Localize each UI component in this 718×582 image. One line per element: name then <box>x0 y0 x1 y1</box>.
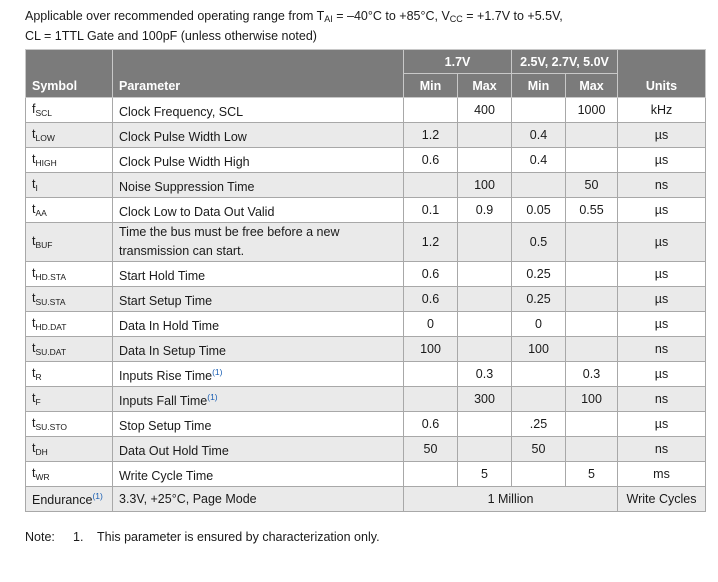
symbol-cell: $t_{BUF}$ <box>26 223 113 262</box>
max-1-cell: 0.3 <box>458 362 512 387</box>
endurance-row <box>26 487 706 512</box>
table-footnote <box>25 530 380 544</box>
symbol-cell: $t_I$ <box>26 173 113 198</box>
symbol-cell: $t_{HD.DAT}$ <box>26 312 113 337</box>
units-cell: µs <box>618 148 706 173</box>
max-1-cell <box>458 312 512 337</box>
units-cell: µs <box>618 198 706 223</box>
header-min-2: Min <box>512 74 566 98</box>
max-1-cell: 5 <box>458 462 512 487</box>
max-2-cell <box>566 123 618 148</box>
table-row <box>26 362 706 387</box>
max-1-cell <box>458 412 512 437</box>
max-2-cell <box>566 262 618 287</box>
parameter-cell: Inputs Rise Time$^{(1)}$ <box>113 362 404 387</box>
max-2-cell: 0.3 <box>566 362 618 387</box>
min-1-cell <box>404 98 458 123</box>
max-2-cell <box>566 412 618 437</box>
symbol-cell: $t_{SU.DAT}$ <box>26 337 113 362</box>
endurance-condition-cell: 3.3V, +25°C, Page Mode <box>113 487 404 512</box>
parameter-cell: Data In Setup Time <box>113 337 404 362</box>
min-1-cell: 1.2 <box>404 223 458 262</box>
max-2-cell <box>566 337 618 362</box>
parameter-cell: Clock Pulse Width High <box>113 148 404 173</box>
min-2-cell: .25 <box>512 412 566 437</box>
max-1-cell <box>458 437 512 462</box>
min-1-cell: 0.6 <box>404 262 458 287</box>
max-1-cell <box>458 223 512 262</box>
symbol-cell: $t_{LOW}$ <box>26 123 113 148</box>
table-row <box>26 223 706 262</box>
endurance-units-cell: Write Cycles <box>618 487 706 512</box>
units-cell: µs <box>618 223 706 262</box>
min-1-cell: 0.6 <box>404 287 458 312</box>
symbol-cell: $t_{WR}$ <box>26 462 113 487</box>
table-row <box>26 462 706 487</box>
units-cell: µs <box>618 287 706 312</box>
units-cell: ns <box>618 387 706 412</box>
parameter-cell: Start Hold Time <box>113 262 404 287</box>
parameter-cell: Data Out Hold Time <box>113 437 404 462</box>
table-row <box>26 437 706 462</box>
min-2-cell: 0.25 <box>512 287 566 312</box>
max-1-cell: 100 <box>458 173 512 198</box>
parameter-cell: Data In Hold Time <box>113 312 404 337</box>
table-row <box>26 387 706 412</box>
table-row <box>26 337 706 362</box>
header-parameter: Parameter <box>113 50 404 98</box>
header-units: Units <box>618 50 706 98</box>
header-group-high-voltage: 2.5V, 2.7V, 5.0V <box>512 50 618 74</box>
parameter-cell: Clock Pulse Width Low <box>113 123 404 148</box>
min-1-cell: 100 <box>404 337 458 362</box>
min-1-cell: 0.6 <box>404 412 458 437</box>
table-row <box>26 173 706 198</box>
min-2-cell <box>512 98 566 123</box>
min-2-cell: 50 <box>512 437 566 462</box>
units-cell: kHz <box>618 98 706 123</box>
max-1-cell: 300 <box>458 387 512 412</box>
min-1-cell: 0.1 <box>404 198 458 223</box>
units-cell: µs <box>618 412 706 437</box>
footnote-number: 1. <box>73 530 84 544</box>
symbol-cell: $t_{HD.STA}$ <box>26 262 113 287</box>
max-1-cell <box>458 287 512 312</box>
max-2-cell <box>566 223 618 262</box>
symbol-cell: $t_{SU.STA}$ <box>26 287 113 312</box>
table-row <box>26 198 706 223</box>
header-max-2: Max <box>566 74 618 98</box>
min-1-cell <box>404 387 458 412</box>
symbol-cell: $f_{SCL}$ <box>26 98 113 123</box>
min-1-cell <box>404 362 458 387</box>
footnote-reference[interactable]: (1) <box>207 391 218 402</box>
max-1-cell <box>458 262 512 287</box>
parameter-cell: Stop Setup Time <box>113 412 404 437</box>
parameter-cell: Time the bus must be free before a new transmission can start. <box>113 223 404 262</box>
max-1-cell: 400 <box>458 98 512 123</box>
footnote-reference[interactable]: (1) <box>92 491 103 501</box>
header-group-1v7: 1.7V <box>404 50 512 74</box>
table-row <box>26 148 706 173</box>
table-row <box>26 123 706 148</box>
symbol-cell: $t_{HIGH}$ <box>26 148 113 173</box>
header-symbol: Symbol <box>26 50 113 98</box>
header-max-1: Max <box>458 74 512 98</box>
units-cell: ns <box>618 337 706 362</box>
symbol-cell: $t_R$ <box>26 362 113 387</box>
table-row <box>26 312 706 337</box>
max-2-cell: 5 <box>566 462 618 487</box>
table-row <box>26 412 706 437</box>
endurance-value-cell: 1 Million <box>404 487 618 512</box>
min-2-cell: 0.05 <box>512 198 566 223</box>
symbol-cell: $t_{AA}$ <box>26 198 113 223</box>
min-2-cell <box>512 387 566 412</box>
min-2-cell <box>512 173 566 198</box>
parameter-cell: Clock Frequency, SCL <box>113 98 404 123</box>
max-2-cell: 100 <box>566 387 618 412</box>
table-row <box>26 287 706 312</box>
min-2-cell <box>512 462 566 487</box>
parameter-cell: Clock Low to Data Out Valid <box>113 198 404 223</box>
min-2-cell: 0.4 <box>512 148 566 173</box>
ac-characteristics-table <box>25 49 706 512</box>
min-1-cell: 1.2 <box>404 123 458 148</box>
symbol-cell: $t_{SU.STO}$ <box>26 412 113 437</box>
max-2-cell: 1000 <box>566 98 618 123</box>
min-1-cell <box>404 173 458 198</box>
units-cell: µs <box>618 312 706 337</box>
max-2-cell <box>566 148 618 173</box>
min-1-cell: 50 <box>404 437 458 462</box>
header-row-groups <box>26 50 706 74</box>
max-1-cell <box>458 123 512 148</box>
header-min-1: Min <box>404 74 458 98</box>
conditions-line-2: CL = 1TTL Gate and 100pF (unless otherwise noted) <box>25 29 317 43</box>
symbol-cell: $t_{DH}$ <box>26 437 113 462</box>
min-2-cell: 0.4 <box>512 123 566 148</box>
min-1-cell: 0 <box>404 312 458 337</box>
units-cell: µs <box>618 362 706 387</box>
max-1-cell: 0.9 <box>458 198 512 223</box>
conditions-line-1: Applicable over recommended operating range from $T_{AI} = -40^\circ C$ to +85°C, $V_{CC} = +1.7V$ to +5.5V, <box>25 9 563 24</box>
symbol-cell: $t_F$ <box>26 387 113 412</box>
min-1-cell <box>404 462 458 487</box>
min-2-cell: 100 <box>512 337 566 362</box>
min-2-cell <box>512 362 566 387</box>
parameter-cell: Write Cycle Time <box>113 462 404 487</box>
parameter-cell: Inputs Fall Time$^{(1)}$ <box>113 387 404 412</box>
table-row <box>26 98 706 123</box>
table-row <box>26 262 706 287</box>
operating-conditions <box>25 8 705 45</box>
parameter-cell: Noise Suppression Time <box>113 173 404 198</box>
units-cell: µs <box>618 262 706 287</box>
units-cell: ms <box>618 462 706 487</box>
max-2-cell <box>566 437 618 462</box>
max-2-cell: 0.55 <box>566 198 618 223</box>
min-1-cell: 0.6 <box>404 148 458 173</box>
min-2-cell: 0 <box>512 312 566 337</box>
units-cell: ns <box>618 437 706 462</box>
parameter-cell: Start Setup Time <box>113 287 404 312</box>
units-cell: ns <box>618 173 706 198</box>
max-1-cell <box>458 337 512 362</box>
max-2-cell <box>566 287 618 312</box>
min-2-cell: 0.5 <box>512 223 566 262</box>
max-2-cell: 50 <box>566 173 618 198</box>
max-2-cell <box>566 312 618 337</box>
footnote-text: This parameter is ensured by characterization only. <box>97 530 380 544</box>
endurance-symbol-cell: Endurance$^{(1)}$ <box>26 487 113 512</box>
max-1-cell <box>458 148 512 173</box>
table-body <box>26 98 706 512</box>
min-2-cell: 0.25 <box>512 262 566 287</box>
units-cell: µs <box>618 123 706 148</box>
footnote-label: Note: <box>25 530 55 544</box>
footnote-reference[interactable]: (1) <box>212 366 223 377</box>
